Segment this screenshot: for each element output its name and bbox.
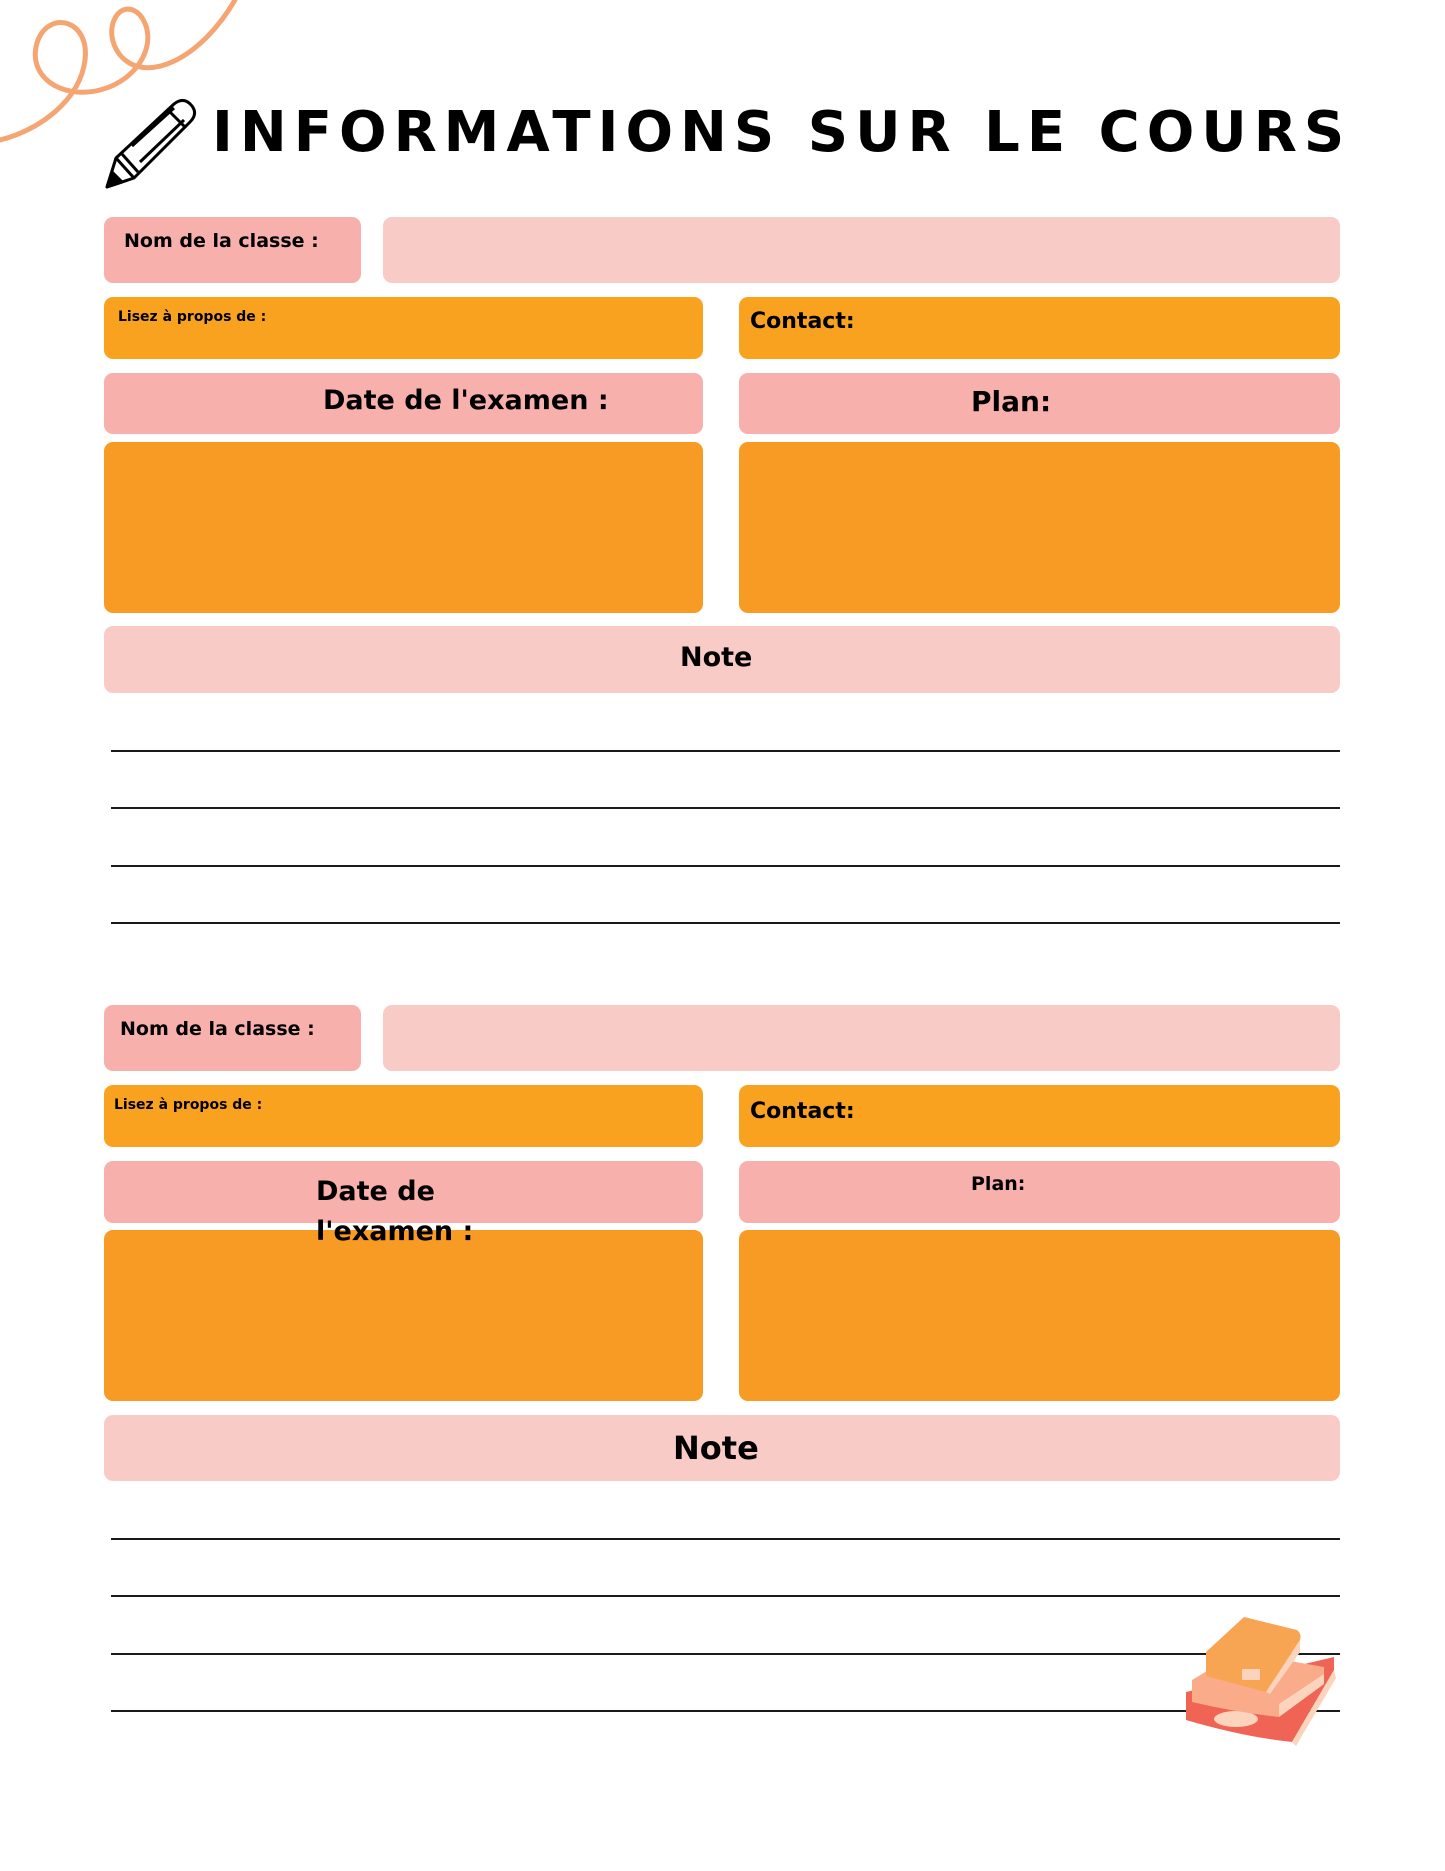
class-name-label: Nom de la classe : bbox=[120, 1018, 315, 1040]
class-name-label-box bbox=[104, 217, 361, 283]
exam-date-field[interactable] bbox=[104, 1230, 703, 1401]
note-line[interactable] bbox=[111, 1538, 1340, 1540]
class-name-label: Nom de la classe : bbox=[124, 230, 319, 252]
read-about-field[interactable] bbox=[104, 1085, 703, 1147]
plan-header bbox=[739, 1161, 1340, 1223]
exam-date-field[interactable] bbox=[104, 442, 703, 613]
books-stack-icon bbox=[1184, 1612, 1350, 1754]
note-line[interactable] bbox=[111, 1595, 1340, 1597]
exam-date-label: Date de l'examen : bbox=[316, 1176, 474, 1247]
note-line[interactable] bbox=[111, 750, 1340, 752]
note-line[interactable] bbox=[111, 865, 1340, 867]
note-line[interactable] bbox=[111, 922, 1340, 924]
pencil-icon bbox=[102, 96, 200, 192]
note-line[interactable] bbox=[111, 807, 1340, 809]
read-about-field[interactable] bbox=[104, 297, 703, 359]
plan-label: Plan: bbox=[971, 1173, 1026, 1195]
plan-field[interactable] bbox=[739, 442, 1340, 613]
plan-field[interactable] bbox=[739, 1230, 1340, 1401]
read-about-label: Lisez à propos de : bbox=[114, 1097, 263, 1113]
class-name-field[interactable] bbox=[383, 1005, 1340, 1071]
page-title: INFORMATIONS SUR LE COURS bbox=[212, 100, 1352, 165]
read-about-label: Lisez à propos de : bbox=[118, 309, 267, 325]
contact-field[interactable] bbox=[739, 297, 1340, 359]
exam-date-label: Date de l'examen : bbox=[323, 385, 609, 416]
note-label: Note bbox=[673, 1429, 759, 1467]
note-header bbox=[104, 626, 1340, 693]
note-line[interactable] bbox=[111, 1653, 1340, 1655]
contact-field[interactable] bbox=[739, 1085, 1340, 1147]
exam-date-header bbox=[104, 373, 703, 434]
plan-header bbox=[739, 373, 1340, 434]
plan-label: Plan: bbox=[971, 385, 1052, 418]
note-line[interactable] bbox=[111, 1710, 1340, 1712]
note-label: Note bbox=[680, 642, 753, 673]
class-name-label-box bbox=[104, 1005, 361, 1071]
class-name-field[interactable] bbox=[383, 217, 1340, 283]
contact-label: Contact: bbox=[750, 1099, 855, 1124]
note-header bbox=[104, 1415, 1340, 1481]
contact-label: Contact: bbox=[750, 309, 855, 334]
